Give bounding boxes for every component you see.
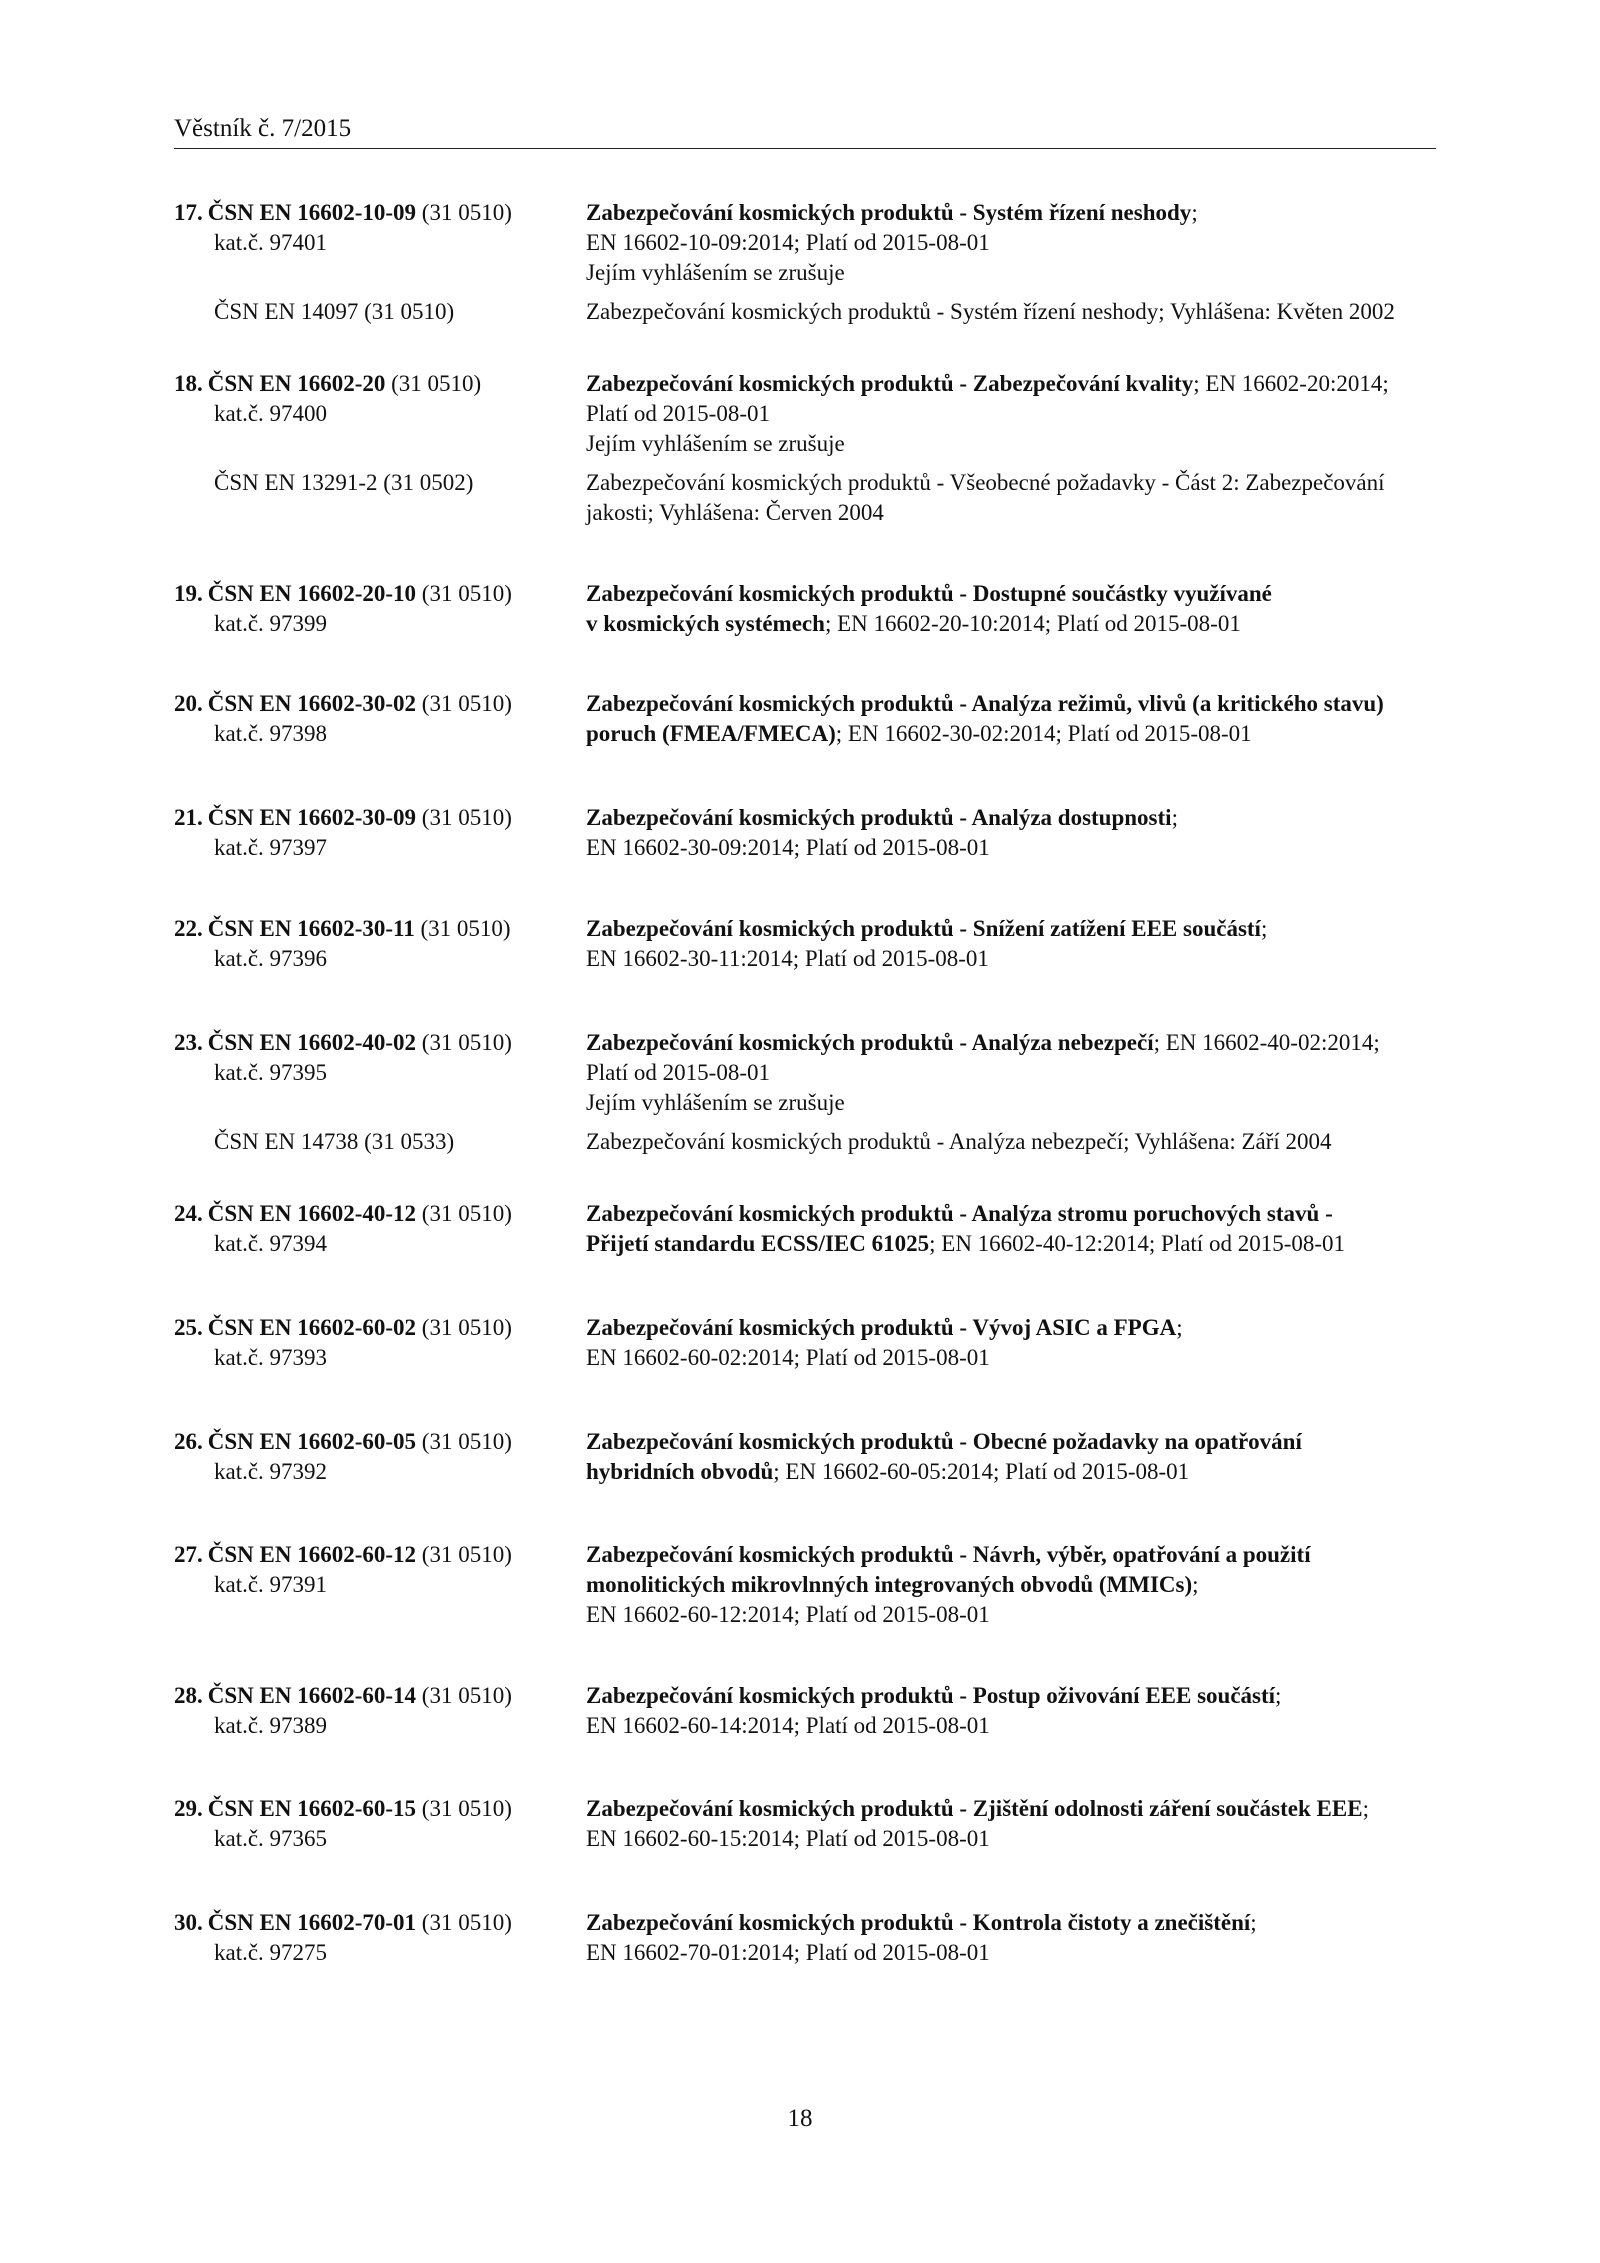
standard-description: [586, 198, 1436, 288]
standards-list: [174, 198, 1436, 1968]
standard-identifier: [174, 1199, 586, 1259]
entry-number: 28.: [174, 1683, 203, 1708]
standard-title: Zabezpečování kosmických produktů - Analýza režimů, vlivů (a kritického stavu): [586, 691, 1384, 716]
standard-entry: [174, 1028, 1436, 1199]
standard-description: [586, 914, 1436, 974]
standard-details: ; EN 16602-20:2014;: [1193, 371, 1389, 396]
classification-code: (31 0510): [421, 1542, 512, 1567]
catalog-number: kat.č. 97399: [214, 611, 328, 636]
standard-identifier: [174, 914, 586, 974]
catalog-number: kat.č. 97394: [214, 1231, 328, 1256]
standard-entry: [174, 914, 1436, 1028]
classification-code: (31 0510): [421, 1030, 512, 1055]
catalog-number: kat.č. 97400: [214, 401, 328, 426]
standard-code: ČSN EN 16602-60-05: [207, 1429, 417, 1454]
standard-details: Platí od 2015-08-01: [586, 401, 770, 426]
catalog-number: kat.č. 97275: [214, 1940, 328, 1965]
entry-number: 21.: [174, 805, 203, 830]
classification-code: (31 0510): [391, 371, 482, 396]
standard-title: Zabezpečování kosmických produktů - Snížení zatížení EEE součástí: [586, 916, 1261, 941]
journal-title: Věstník č. 7/2015: [174, 115, 352, 142]
standard-code: ČSN EN 16602-20: [207, 371, 386, 396]
standard-details: ;: [1176, 1315, 1183, 1340]
standard-title: Zabezpečování kosmických produktů - Systém řízení neshody: [586, 200, 1192, 225]
replaced-standard-text: Zabezpečování kosmických produktů - Analýza nebezpečí; Vyhlášena: Září 2004: [586, 1129, 1332, 1154]
standard-title-continued: poruch (FMEA/FMECA): [586, 721, 836, 746]
standard-entry: [174, 198, 1436, 369]
replaced-standard: [174, 297, 1436, 327]
entry-number: 19.: [174, 581, 203, 606]
standard-code: ČSN EN 16602-40-12: [207, 1201, 417, 1226]
standard-entry: [174, 369, 1436, 579]
standard-code: ČSN EN 16602-60-12: [207, 1542, 417, 1567]
standard-details: Platí od 2015-08-01: [586, 1060, 770, 1085]
standard-code: ČSN EN 16602-40-02: [207, 1030, 417, 1055]
standard-title-continued: monolitických mikrovlnných integrovaných obvodů (MMICs): [586, 1572, 1193, 1597]
catalog-number: kat.č. 97391: [214, 1572, 328, 1597]
standard-details: ; EN 16602-60-05:2014; Platí od 2015-08-01: [773, 1459, 1190, 1484]
standard-title-continued: Přijetí standardu ECSS/IEC 61025: [586, 1231, 930, 1256]
standard-code: ČSN EN 16602-70-01: [207, 1910, 417, 1935]
standard-title-continued: hybridních obvodů: [586, 1459, 774, 1484]
standard-details: ;: [1362, 1796, 1369, 1821]
standard-code: ČSN EN 16602-60-14: [207, 1683, 417, 1708]
standard-entry: [174, 1794, 1436, 1908]
standard-details: EN 16602-60-02:2014; Platí od 2015-08-01: [586, 1345, 990, 1370]
standard-code: ČSN EN 16602-10-09: [207, 200, 417, 225]
standard-entry: [174, 1681, 1436, 1794]
standard-description: [586, 1427, 1436, 1487]
standard-identifier: [174, 1427, 586, 1487]
standard-details: ;: [1275, 1683, 1282, 1708]
standard-details: ; EN 16602-40-02:2014;: [1153, 1030, 1380, 1055]
standard-description: [586, 1199, 1436, 1259]
standard-entry: [174, 1199, 1436, 1313]
entry-number: 23.: [174, 1030, 203, 1055]
entry-number: 26.: [174, 1429, 203, 1454]
standard-identifier: [174, 803, 586, 863]
replaced-standard-code: ČSN EN 14738 (31 0533): [214, 1129, 455, 1154]
replaced-standard: [174, 468, 1436, 528]
standard-details: ;: [1250, 1910, 1257, 1935]
replaced-standard-text: Zabezpečování kosmických produktů - Všeobecné požadavky - Část 2: Zabezpečování jakosti; Vyhlášena: Červen 2004: [586, 470, 1385, 525]
classification-code: (31 0510): [420, 916, 511, 941]
standard-identifier: [174, 1681, 586, 1741]
standard-title: Zabezpečování kosmických produktů - Analýza stromu poruchových stavů -: [586, 1201, 1333, 1226]
standard-code: ČSN EN 16602-30-02: [207, 691, 417, 716]
classification-code: (31 0510): [421, 1315, 512, 1340]
standard-entry: [174, 803, 1436, 914]
standard-title: Zabezpečování kosmických produktů - Analýza dostupnosti: [586, 805, 1172, 830]
standard-details: ;: [1191, 200, 1198, 225]
standard-details: EN 16602-30-09:2014; Platí od 2015-08-01: [586, 835, 990, 860]
standard-details: ; EN 16602-20-10:2014; Platí od 2015-08-01: [824, 611, 1241, 636]
standard-code: ČSN EN 16602-30-09: [207, 805, 417, 830]
standard-entry: [174, 1540, 1436, 1681]
standard-description: [586, 1540, 1436, 1630]
standard-identifier: [174, 369, 586, 429]
entry-number: 27.: [174, 1542, 203, 1567]
standard-identifier: [174, 1908, 586, 1968]
standard-title: Zabezpečování kosmických produktů - Dostupné součástky využívané: [586, 581, 1272, 606]
classification-code: (31 0510): [421, 1201, 512, 1226]
standard-identifier: [174, 1313, 586, 1373]
classification-code: (31 0510): [421, 1796, 512, 1821]
standard-code: ČSN EN 16602-60-15: [207, 1796, 417, 1821]
standard-details: ;: [1192, 1572, 1199, 1597]
catalog-number: kat.č. 97393: [214, 1345, 328, 1370]
standard-title: Zabezpečování kosmických produktů - Návrh, výběr, opatřování a použití: [586, 1542, 1311, 1567]
catalog-number: kat.č. 97396: [214, 946, 328, 971]
classification-code: (31 0510): [421, 1683, 512, 1708]
standard-details: EN 16602-60-14:2014; Platí od 2015-08-01: [586, 1713, 990, 1738]
standard-details: EN 16602-70-01:2014; Platí od 2015-08-01: [586, 1940, 990, 1965]
standard-description: [586, 1681, 1436, 1741]
standard-details: EN 16602-60-15:2014; Platí od 2015-08-01: [586, 1826, 990, 1851]
page-number: 18: [787, 2105, 813, 2132]
entry-number: 17.: [174, 200, 203, 225]
standard-identifier: [174, 1794, 586, 1854]
entry-number: 20.: [174, 691, 203, 716]
classification-code: (31 0510): [421, 200, 512, 225]
standard-title: Zabezpečování kosmických produktů - Obecné požadavky na opatřování: [586, 1429, 1302, 1454]
catalog-number: kat.č. 97389: [214, 1713, 328, 1738]
standard-details: EN 16602-10-09:2014; Platí od 2015-08-01: [586, 230, 990, 255]
catalog-number: kat.č. 97398: [214, 721, 328, 746]
standard-title-continued: v kosmických systémech: [586, 611, 825, 636]
standard-description: [586, 803, 1436, 863]
entry-number: 22.: [174, 916, 203, 941]
page-header: [174, 114, 1436, 149]
standard-identifier: [174, 1540, 586, 1600]
classification-code: (31 0510): [421, 1429, 512, 1454]
catalog-number: kat.č. 97392: [214, 1459, 328, 1484]
catalog-number: kat.č. 97365: [214, 1826, 328, 1851]
standard-title: Zabezpečování kosmických produktů - Zjištění odolnosti záření součástek EEE: [586, 1796, 1363, 1821]
standard-code: ČSN EN 16602-20-10: [207, 581, 417, 606]
standard-details: ; EN 16602-40-12:2014; Platí od 2015-08-01: [929, 1231, 1346, 1256]
entry-number: 30.: [174, 1910, 203, 1935]
standard-description: [586, 369, 1436, 459]
standard-entry: [174, 579, 1436, 689]
standard-title: Zabezpečování kosmických produktů - Postup oživování EEE součástí: [586, 1683, 1276, 1708]
standard-description: [586, 1908, 1436, 1968]
standard-description: [586, 689, 1436, 749]
replaced-standard-text: Zabezpečování kosmických produktů - Systém řízení neshody; Vyhlášena: Květen 2002: [586, 299, 1395, 324]
standard-identifier: [174, 198, 586, 258]
standard-description: [586, 1028, 1436, 1118]
catalog-number: kat.č. 97401: [214, 230, 328, 255]
standard-description: [586, 579, 1436, 639]
standard-details: ; EN 16602-30-02:2014; Platí od 2015-08-01: [835, 721, 1252, 746]
standard-title: Zabezpečování kosmických produktů - Vývoj ASIC a FPGA: [586, 1315, 1177, 1340]
entry-number: 25.: [174, 1315, 203, 1340]
standard-details: EN 16602-30-11:2014; Platí od 2015-08-01: [586, 946, 989, 971]
classification-code: (31 0510): [421, 581, 512, 606]
catalog-number: kat.č. 97395: [214, 1060, 328, 1085]
standard-details: EN 16602-60-12:2014; Platí od 2015-08-01: [586, 1602, 990, 1627]
standard-code: ČSN EN 16602-30-11: [207, 916, 415, 941]
classification-code: (31 0510): [421, 691, 512, 716]
standard-entry: [174, 1427, 1436, 1540]
replacement-note: Jejím vyhlášením se zrušuje: [586, 1090, 845, 1115]
standard-description: [586, 1794, 1436, 1854]
standard-identifier: [174, 579, 586, 639]
standard-details: ;: [1260, 916, 1268, 941]
standard-description: [586, 1313, 1436, 1373]
standard-title: Zabezpečování kosmických produktů - Kontrola čistoty a znečištění: [586, 1910, 1251, 1935]
standard-title: Zabezpečování kosmických produktů - Analýza nebezpečí: [586, 1030, 1154, 1055]
replaced-standard-code: ČSN EN 14097 (31 0510): [214, 299, 455, 324]
entry-number: 24.: [174, 1201, 203, 1226]
standard-identifier: [174, 1028, 586, 1088]
replacement-note: Jejím vyhlášením se zrušuje: [586, 431, 845, 456]
standard-entry: [174, 689, 1436, 803]
entry-number: 29.: [174, 1796, 203, 1821]
standard-identifier: [174, 689, 586, 749]
standard-entry: [174, 1313, 1436, 1427]
catalog-number: kat.č. 97397: [214, 835, 328, 860]
standard-code: ČSN EN 16602-60-02: [207, 1315, 417, 1340]
standard-details: ;: [1171, 805, 1178, 830]
entry-number: 18.: [174, 371, 203, 396]
standard-title: Zabezpečování kosmických produktů - Zabezpečování kvality: [586, 371, 1194, 396]
classification-code: (31 0510): [421, 805, 512, 830]
replaced-standard: [174, 1127, 1436, 1157]
replaced-standard-code: ČSN EN 13291-2 (31 0502): [214, 470, 474, 495]
replacement-note: Jejím vyhlášením se zrušuje: [586, 260, 845, 285]
classification-code: (31 0510): [421, 1910, 512, 1935]
standard-entry: [174, 1908, 1436, 1968]
